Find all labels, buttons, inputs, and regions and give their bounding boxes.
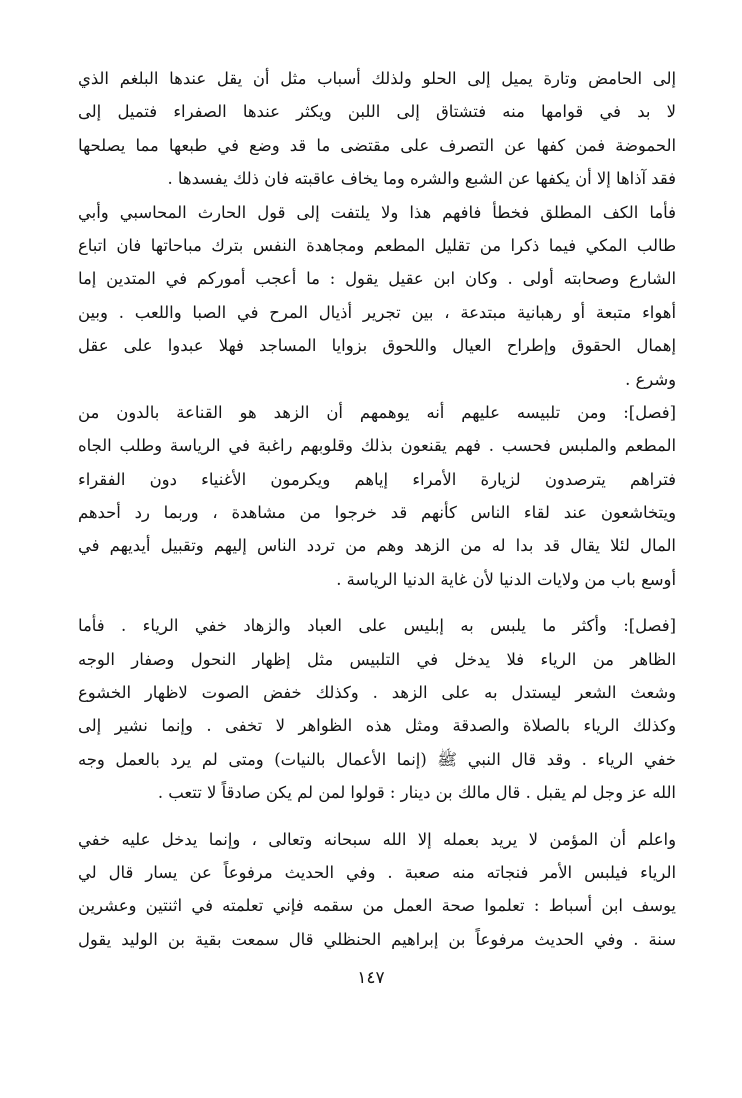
paragraph xyxy=(78,823,676,957)
text-line: خفي الرياء . وقد قال النبي ﷺ (إنما الأعمال بالنيات) ومتى لم يرد بالعمل وجه xyxy=(78,749,676,769)
text-line: فأما الكف المطلق فخطأ فافهم هذا ولا يلتفت إلى قول الحارث المحاسبي وأبي xyxy=(78,202,676,222)
text-line: ويتخاشعون عند لقاء الناس كأنهم قد خرجوا من مشاهدة ، وربما رد أحدهم xyxy=(78,503,676,523)
text-line: وشعث الشعر ليستدل به على الزهد . وكذلك خفض الصوت لاظهار الخشوع xyxy=(78,683,676,703)
text-line: فتراهم يترصدون لزيارة الأمراء إياهم ويكرمون الأغنياء دون الفقراء xyxy=(78,469,676,489)
paragraph xyxy=(78,62,676,196)
paragraph-gap xyxy=(78,596,676,609)
page-body xyxy=(78,62,676,956)
text-line: الظاهر من الرياء فلا يدخل في التلبيس مثل إظهار النحول وصفار الوجه xyxy=(78,649,676,669)
text-line: الله عز وجل لم يقبل . قال مالك بن دينار : قولوا لمن لم يكن صادقاً لا تتعب . xyxy=(157,783,676,803)
paragraph-gap xyxy=(78,810,676,823)
section-fasl-riya xyxy=(78,609,676,809)
text-line: لا بد في قوامها منه فتشتاق إلى اللبن ويكثر عندها الصفراء فتميل إلى xyxy=(78,102,676,122)
text-line: أوسع باب من ولايات الدنيا لأن غاية الدنيا الرياسة . xyxy=(336,569,676,589)
text-line: المطعم والملبس فحسب . فهم يقنعون بذلك وقلوبهم راغبة في الرياسة وطلب الجاه xyxy=(78,436,676,456)
page-number: ١٤٧ xyxy=(357,968,385,988)
text-line: المال لئلا يقال قد بدا له من الزهد وهم من تردد الناس إليهم وتقبيل أيديهم في xyxy=(78,536,676,556)
text-line: طالب المكي فيما ذكرا من تقليل المطعم ومجاهدة النفس بترك مباحاتها فان اتباع xyxy=(78,235,676,255)
text-line: وشرع . xyxy=(625,369,676,389)
text-line: الرياء فيلبس الأمر فنجاته منه صعبة . وفي الحديث مرفوعاً عن يسار قال لي xyxy=(78,862,676,882)
text-line: الشارع وصحابته أولى . وكان ابن عقيل يقول : ما أعجب أموركم في المتدين إما xyxy=(78,269,676,289)
text-line: [فصل]: ومن تلبيسه عليهم أنه يوهمهم أن الزهد هو القناعة بالدون من xyxy=(78,402,676,422)
text-line: أهواء متبعة أو رهبانية مبتدعة ، بين تجرير أذيال المرح في الصبا واللعب . وبين xyxy=(78,302,676,322)
text-line: فقد آذاها إلا أن يكفها عن الشبع والشره وما يخاف عاقبته فان ذلك يفسدها . xyxy=(167,169,676,189)
section-fasl-zuhd xyxy=(78,396,676,596)
text-line: يوسف ابن أسباط : تعلموا صحة العمل من سقمه فإني تعلمته في اثنتين وعشرين xyxy=(78,896,676,916)
text-line: إهمال الحقوق وإطراح العيال واللحوق بزوايا المساجد فهلا عبدوا على عقل xyxy=(78,336,676,356)
paragraph xyxy=(78,196,676,396)
text-line: وكذلك الرياء بالصلاة والصدقة ومثل هذه الظواهر لا تخفى . وإنما نشير إلى xyxy=(78,716,676,736)
text-line: إلى الحامض وتارة يميل إلى الحلو ولذلك أسباب مثل أن يقل عندها البلغم الذي xyxy=(78,69,676,88)
text-line: واعلم أن المؤمن لا يريد بعمله إلا الله سبحانه وتعالى ، وإنما يدخل عليه خفي xyxy=(78,829,676,849)
text-line: سنة . وفي الحديث مرفوعاً بن إبراهيم الحنظلي قال سمعت بقية بن الوليد يقول xyxy=(78,929,676,949)
text-line: [فصل]: وأكثر ما يلبس به إبليس على العباد والزهاد خفي الرياء . فأما xyxy=(78,616,676,636)
text-line: الحموضة فمن كفها عن التصرف على مقتضى ما قد وضع في طبعها مما يصلحها xyxy=(78,135,676,155)
